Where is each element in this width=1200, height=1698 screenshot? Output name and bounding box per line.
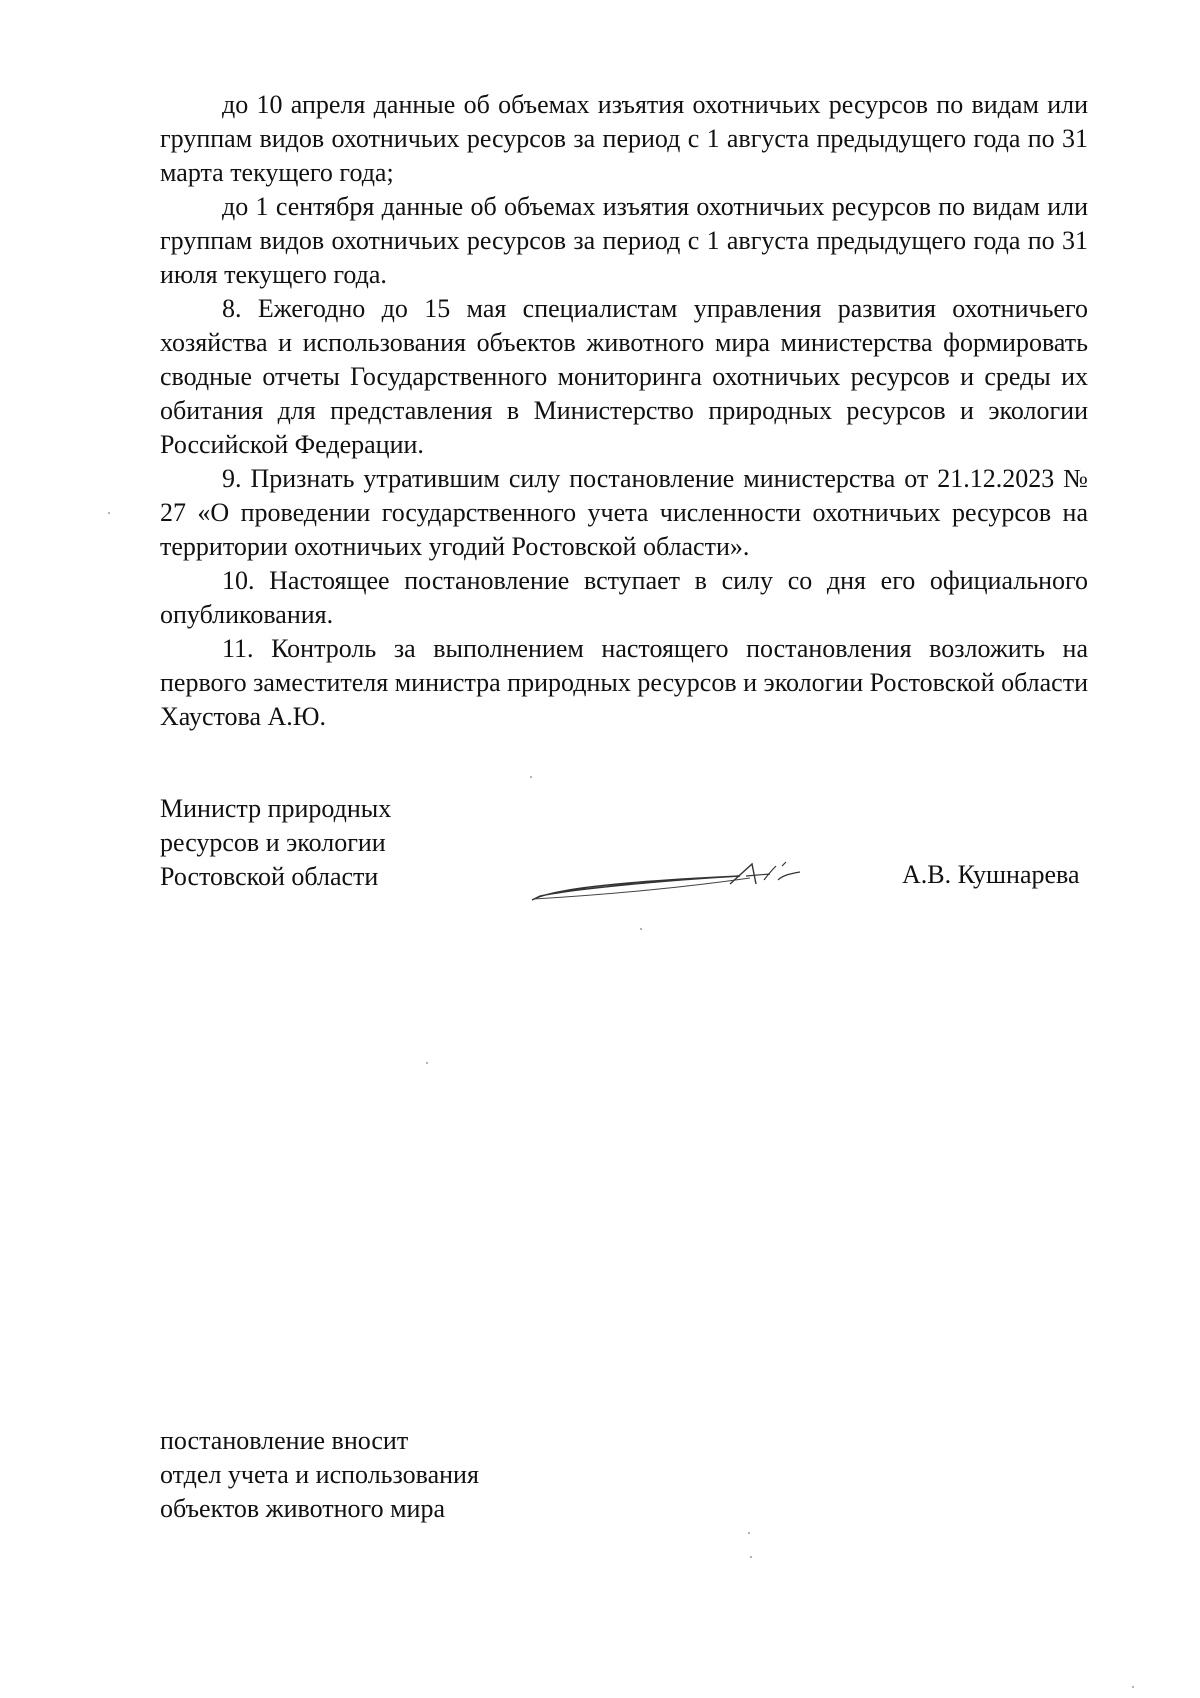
paragraph-deadline-september: до 1 сентября данные об объемах изъятия охотничьих ресурсов по видам или группам видов охотничьих ресурсов за период с 1 августа предыдущего года по 31 июля текущего года. xyxy=(160,192,1088,289)
signatory-title-line: Министр природных xyxy=(160,794,392,823)
scan-speck xyxy=(748,1532,750,1534)
footer-line: постановление вносит xyxy=(160,1426,409,1455)
signatory-title-line: ресурсов и экологии xyxy=(160,828,386,857)
signatory-name: А.В. Кушнарева xyxy=(902,860,1080,889)
scan-speck xyxy=(426,1062,428,1064)
document-body xyxy=(160,88,1088,734)
footer-note xyxy=(160,1424,479,1526)
scan-speck xyxy=(640,928,642,930)
paragraph-item-9: 9. Признать утратившим силу постановление министерства от 21.12.2023 № 27 «О проведении государственного учета численности охотничьих ресурсов на территории охотничьих угодий Ростовской области». xyxy=(160,464,1088,561)
scan-speck xyxy=(1132,1686,1134,1688)
footer-line: отдел учета и использования xyxy=(160,1460,479,1489)
scan-speck xyxy=(530,776,532,778)
paragraph-item-8: 8. Ежегодно до 15 мая специалистам управления развития охотничьего хозяйства и использования объектов животного мира министерства формировать сводные отчеты Государственного мониторинга охотничьих ресурсов и среды их обитания для представления в Министерство природных ресурсов и экологии Российской Федерации. xyxy=(160,294,1088,459)
scan-speck xyxy=(108,512,110,514)
paragraph-item-10: 10. Настоящее постановление вступает в силу со дня его официального опубликования. xyxy=(160,566,1088,629)
signatory-title xyxy=(160,792,391,894)
paragraph-item-11: 11. Контроль за выполнением настоящего постановления возложить на первого заместителя министра природных ресурсов и экологии Ростовской области Хаустова А.Ю. xyxy=(160,634,1088,731)
signatory-title-line: Ростовской области xyxy=(160,862,379,891)
footer-line: объектов животного мира xyxy=(160,1494,445,1523)
paragraph-deadline-april: до 10 апреля данные об объемах изъятия охотничьих ресурсов по видам или группам видов охотничьих ресурсов за период с 1 августа предыдущего года по 31 марта текущего года; xyxy=(160,90,1088,187)
scan-speck xyxy=(750,1556,752,1558)
handwritten-signature xyxy=(520,850,840,910)
